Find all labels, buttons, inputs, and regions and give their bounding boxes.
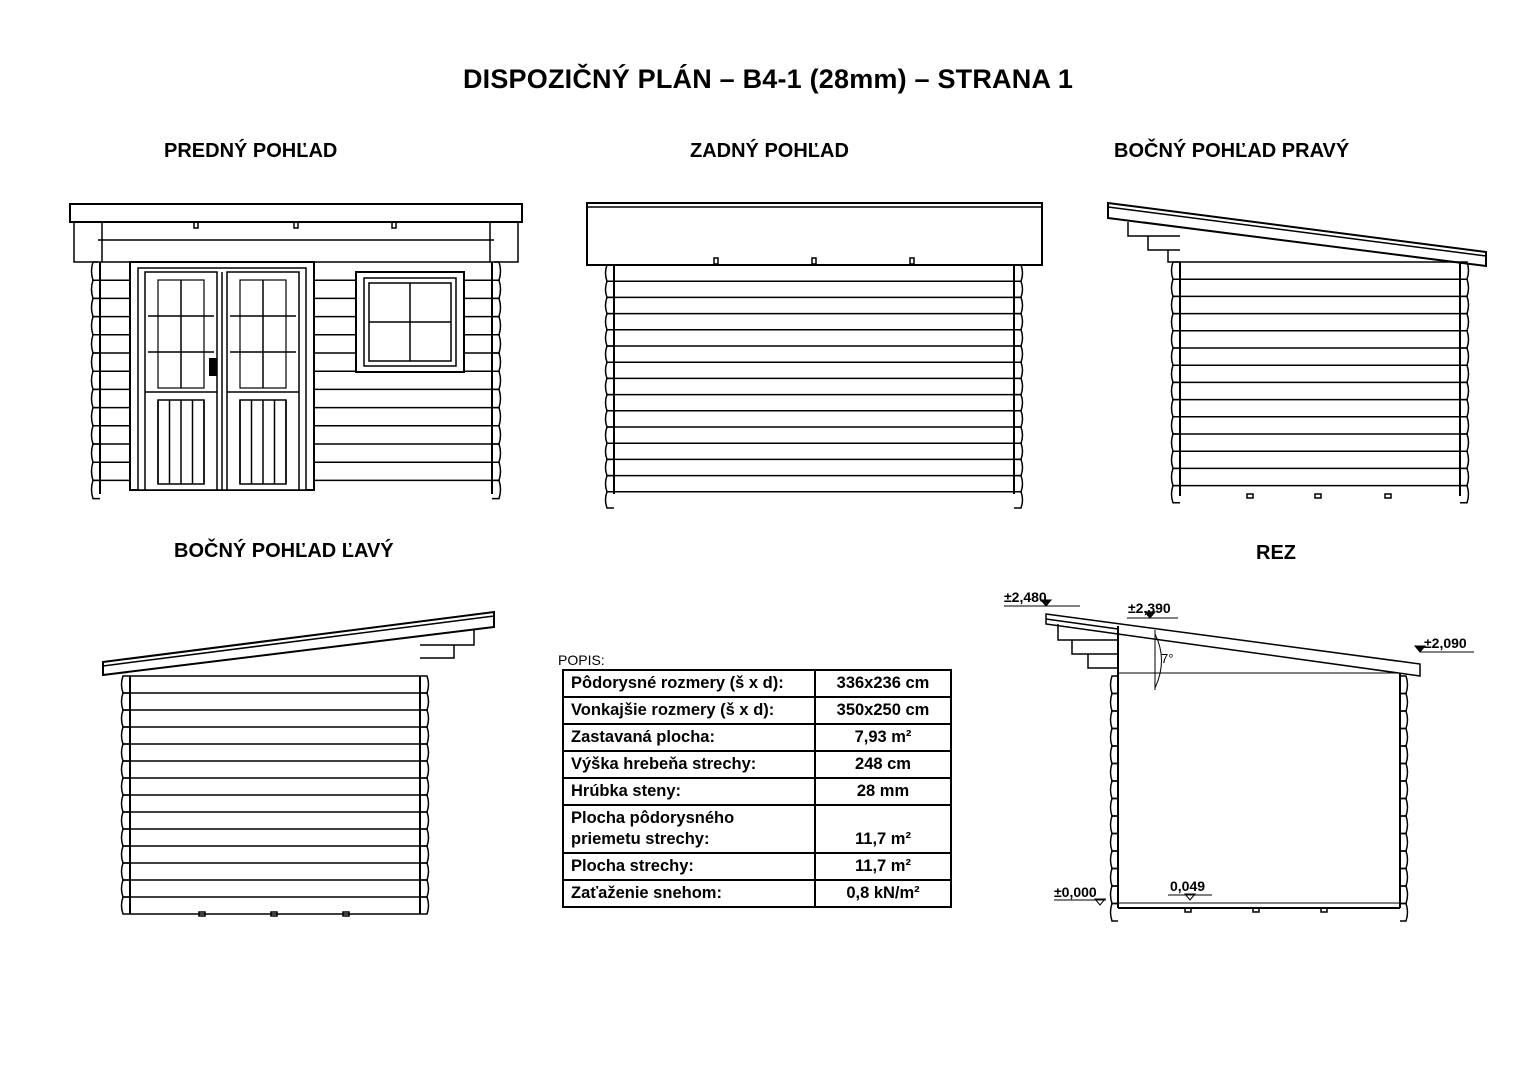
- spec-value: 11,7 m²: [815, 805, 951, 853]
- log-end: [420, 744, 429, 761]
- log-end: [1111, 834, 1119, 852]
- log-end: [122, 880, 131, 897]
- spec-value: 350x250 cm: [815, 697, 951, 724]
- section-drawing: [1004, 600, 1474, 921]
- log-end: [1111, 886, 1119, 904]
- log-end: [1172, 382, 1181, 399]
- spec-value: 0,8 kN/m²: [815, 880, 951, 907]
- log-end: [1172, 451, 1181, 468]
- log-end: [1400, 851, 1408, 869]
- log-end: [92, 280, 101, 298]
- log-end: [1014, 297, 1023, 313]
- roof-angle-label: 7°: [1161, 651, 1174, 666]
- left-side-view-label: BOČNÝ POHĽAD ĽAVÝ: [174, 540, 394, 562]
- log-end: [1111, 816, 1119, 834]
- log-end: [1014, 492, 1023, 508]
- front-view-label: PREDNÝ POHĽAD: [164, 140, 338, 162]
- spec-row: [563, 853, 951, 880]
- log-end: [1014, 395, 1023, 411]
- spec-label: Zaťaženie snehom:: [563, 880, 815, 907]
- page-title: DISPOZIČNÝ PLÁN – B4-1 (28mm) – STRANA 1: [462, 64, 1074, 94]
- log-end: [122, 812, 131, 829]
- log-end: [1014, 330, 1023, 346]
- log-end: [1111, 869, 1119, 887]
- spec-label: Pôdorysné rozmery (š x d):: [563, 670, 815, 697]
- log-end: [122, 744, 131, 761]
- log-end: [1172, 348, 1181, 365]
- roof-bracket: [910, 258, 914, 264]
- log-end: [1460, 468, 1469, 485]
- log-end: [1111, 711, 1119, 729]
- log-end: [420, 880, 429, 897]
- log-end: [1014, 459, 1023, 475]
- log-end: [606, 362, 615, 378]
- log-end: [1014, 362, 1023, 378]
- log-end: [1400, 694, 1408, 712]
- log-end: [1400, 676, 1408, 694]
- log-end: [420, 727, 429, 744]
- log-end: [1460, 348, 1469, 365]
- log-end: [606, 281, 615, 297]
- level-label-right: ±2,090: [1424, 635, 1467, 651]
- log-end: [1400, 834, 1408, 852]
- spec-value: 28 mm: [815, 778, 951, 805]
- log-end: [606, 476, 615, 492]
- log-end: [122, 897, 131, 914]
- spec-row: [563, 670, 951, 697]
- log-end: [1400, 711, 1408, 729]
- spec-label: Výška hrebeňa strechy:: [563, 751, 815, 778]
- log-end: [1460, 400, 1469, 417]
- log-end: [1111, 904, 1119, 922]
- log-end: [420, 812, 429, 829]
- level-label-top-left: ±2,480: [1004, 589, 1047, 605]
- log-end: [1014, 443, 1023, 459]
- log-end: [1172, 279, 1181, 296]
- log-end: [420, 795, 429, 812]
- spec-row: [563, 805, 951, 853]
- log-end: [1460, 382, 1469, 399]
- log-end: [1400, 746, 1408, 764]
- log-end: [606, 492, 615, 508]
- log-end: [122, 829, 131, 846]
- log-end: [492, 480, 501, 498]
- level-label-floor: ±0,000: [1054, 884, 1097, 900]
- log-end: [92, 426, 101, 444]
- log-end: [92, 353, 101, 371]
- log-end: [606, 459, 615, 475]
- log-end: [420, 863, 429, 880]
- log-end: [1172, 262, 1181, 279]
- log-end: [1460, 434, 1469, 451]
- floor-joist: [1385, 494, 1391, 498]
- log-end: [122, 693, 131, 710]
- log-end: [492, 262, 501, 280]
- log-end: [1460, 314, 1469, 331]
- spec-value: 248 cm: [815, 751, 951, 778]
- floor-joist: [1321, 908, 1327, 912]
- log-end: [492, 280, 501, 298]
- log-end: [1111, 851, 1119, 869]
- log-end: [420, 761, 429, 778]
- log-end: [420, 676, 429, 693]
- log-end: [1172, 434, 1181, 451]
- log-end: [606, 297, 615, 313]
- log-end: [420, 778, 429, 795]
- spec-row: [563, 751, 951, 778]
- log-end: [606, 346, 615, 362]
- log-end: [1172, 400, 1181, 417]
- log-end: [1400, 869, 1408, 887]
- level-label-floor-top: 0,049: [1170, 878, 1206, 894]
- front-roof: [70, 204, 522, 262]
- log-end: [92, 298, 101, 316]
- log-end: [606, 427, 615, 443]
- log-end: [92, 462, 101, 480]
- log-end: [1460, 417, 1469, 434]
- log-end: [122, 863, 131, 880]
- log-end: [1172, 417, 1181, 434]
- log-end: [92, 389, 101, 407]
- floor-joist: [1315, 494, 1321, 498]
- log-end: [122, 676, 131, 693]
- level-markers: [1004, 600, 1474, 905]
- log-end: [92, 262, 101, 280]
- log-end: [122, 710, 131, 727]
- log-end: [1400, 904, 1408, 922]
- log-end: [492, 353, 501, 371]
- log-end: [1400, 886, 1408, 904]
- roof-bracket: [812, 258, 816, 264]
- log-end: [122, 778, 131, 795]
- log-end: [1111, 746, 1119, 764]
- log-end: [92, 444, 101, 462]
- log-end: [492, 371, 501, 389]
- log-end: [1400, 764, 1408, 782]
- log-end: [1400, 729, 1408, 747]
- floor-joist: [1247, 494, 1253, 498]
- log-end: [1172, 486, 1181, 503]
- log-end: [492, 426, 501, 444]
- log-end: [122, 761, 131, 778]
- log-end: [492, 408, 501, 426]
- log-end: [492, 335, 501, 353]
- spec-row: [563, 778, 951, 805]
- log-end: [1014, 378, 1023, 394]
- log-end: [1400, 816, 1408, 834]
- log-end: [1460, 486, 1469, 503]
- log-end: [1460, 262, 1469, 279]
- log-end: [122, 795, 131, 812]
- right-side-view-label: BOČNÝ POHĽAD PRAVÝ: [1114, 140, 1350, 162]
- spec-label: Zastavaná plocha:: [563, 724, 815, 751]
- log-end: [1460, 451, 1469, 468]
- log-end: [492, 389, 501, 407]
- right-wall-logs: [1172, 262, 1469, 503]
- log-end: [1111, 799, 1119, 817]
- log-end: [492, 444, 501, 462]
- log-end: [1014, 476, 1023, 492]
- specs-table: [562, 669, 952, 908]
- log-end: [1460, 331, 1469, 348]
- log-end: [420, 710, 429, 727]
- front-window: [356, 272, 464, 372]
- log-end: [1111, 694, 1119, 712]
- log-end: [420, 846, 429, 863]
- log-end: [1014, 427, 1023, 443]
- back-view-drawing: [587, 203, 1042, 508]
- log-end: [92, 371, 101, 389]
- front-door: [130, 262, 314, 490]
- log-end: [1400, 781, 1408, 799]
- section-view-label: REZ: [1256, 542, 1296, 564]
- spec-row: [563, 880, 951, 907]
- log-end: [92, 335, 101, 353]
- log-end: [1014, 411, 1023, 427]
- spec-value: 11,7 m²: [815, 853, 951, 880]
- log-end: [606, 411, 615, 427]
- log-end: [1460, 279, 1469, 296]
- log-end: [1172, 468, 1181, 485]
- log-end: [606, 265, 615, 281]
- log-end: [1172, 331, 1181, 348]
- section-wall-logs: [1111, 676, 1408, 921]
- level-label-mid: ±2,390: [1128, 600, 1171, 616]
- log-end: [420, 693, 429, 710]
- spec-label: Plocha pôdorysného priemetu strechy:: [563, 805, 815, 853]
- log-end: [420, 829, 429, 846]
- log-end: [492, 298, 501, 316]
- spec-value: 7,93 m²: [815, 724, 951, 751]
- right-side-view-drawing: [1108, 203, 1486, 503]
- log-end: [606, 330, 615, 346]
- log-end: [1014, 281, 1023, 297]
- back-view-label: ZADNÝ POHĽAD: [690, 140, 849, 162]
- log-end: [606, 395, 615, 411]
- log-end: [92, 317, 101, 335]
- log-end: [1111, 729, 1119, 747]
- spec-row: [563, 697, 951, 724]
- log-end: [1111, 764, 1119, 782]
- log-end: [606, 314, 615, 330]
- log-end: [1111, 781, 1119, 799]
- spec-label: Plocha strechy:: [563, 853, 815, 880]
- front-view-drawing: [70, 204, 522, 499]
- log-end: [492, 317, 501, 335]
- log-end: [1172, 296, 1181, 313]
- floor-joist: [1185, 908, 1191, 912]
- spec-row: [563, 724, 951, 751]
- left-side-view-drawing: [103, 612, 494, 916]
- roof-bracket: [714, 258, 718, 264]
- log-end: [420, 897, 429, 914]
- log-end: [606, 443, 615, 459]
- log-end: [1014, 314, 1023, 330]
- spec-label: Hrúbka steny:: [563, 778, 815, 805]
- spec-value: 336x236 cm: [815, 670, 951, 697]
- log-end: [1014, 346, 1023, 362]
- floor-joist: [1253, 908, 1259, 912]
- log-end: [1014, 265, 1023, 281]
- log-end: [1400, 799, 1408, 817]
- log-end: [492, 462, 501, 480]
- log-end: [1460, 365, 1469, 382]
- back-wall-logs: [606, 258, 1023, 508]
- log-end: [122, 727, 131, 744]
- log-end: [122, 846, 131, 863]
- log-end: [1172, 365, 1181, 382]
- log-end: [1460, 296, 1469, 313]
- popis-heading: POPIS:: [558, 652, 605, 668]
- spec-label: Vonkajšie rozmery (š x d):: [563, 697, 815, 724]
- log-end: [1111, 676, 1119, 694]
- left-wall-logs: [122, 676, 429, 916]
- log-end: [606, 378, 615, 394]
- log-end: [1172, 314, 1181, 331]
- log-end: [92, 480, 101, 498]
- log-end: [92, 408, 101, 426]
